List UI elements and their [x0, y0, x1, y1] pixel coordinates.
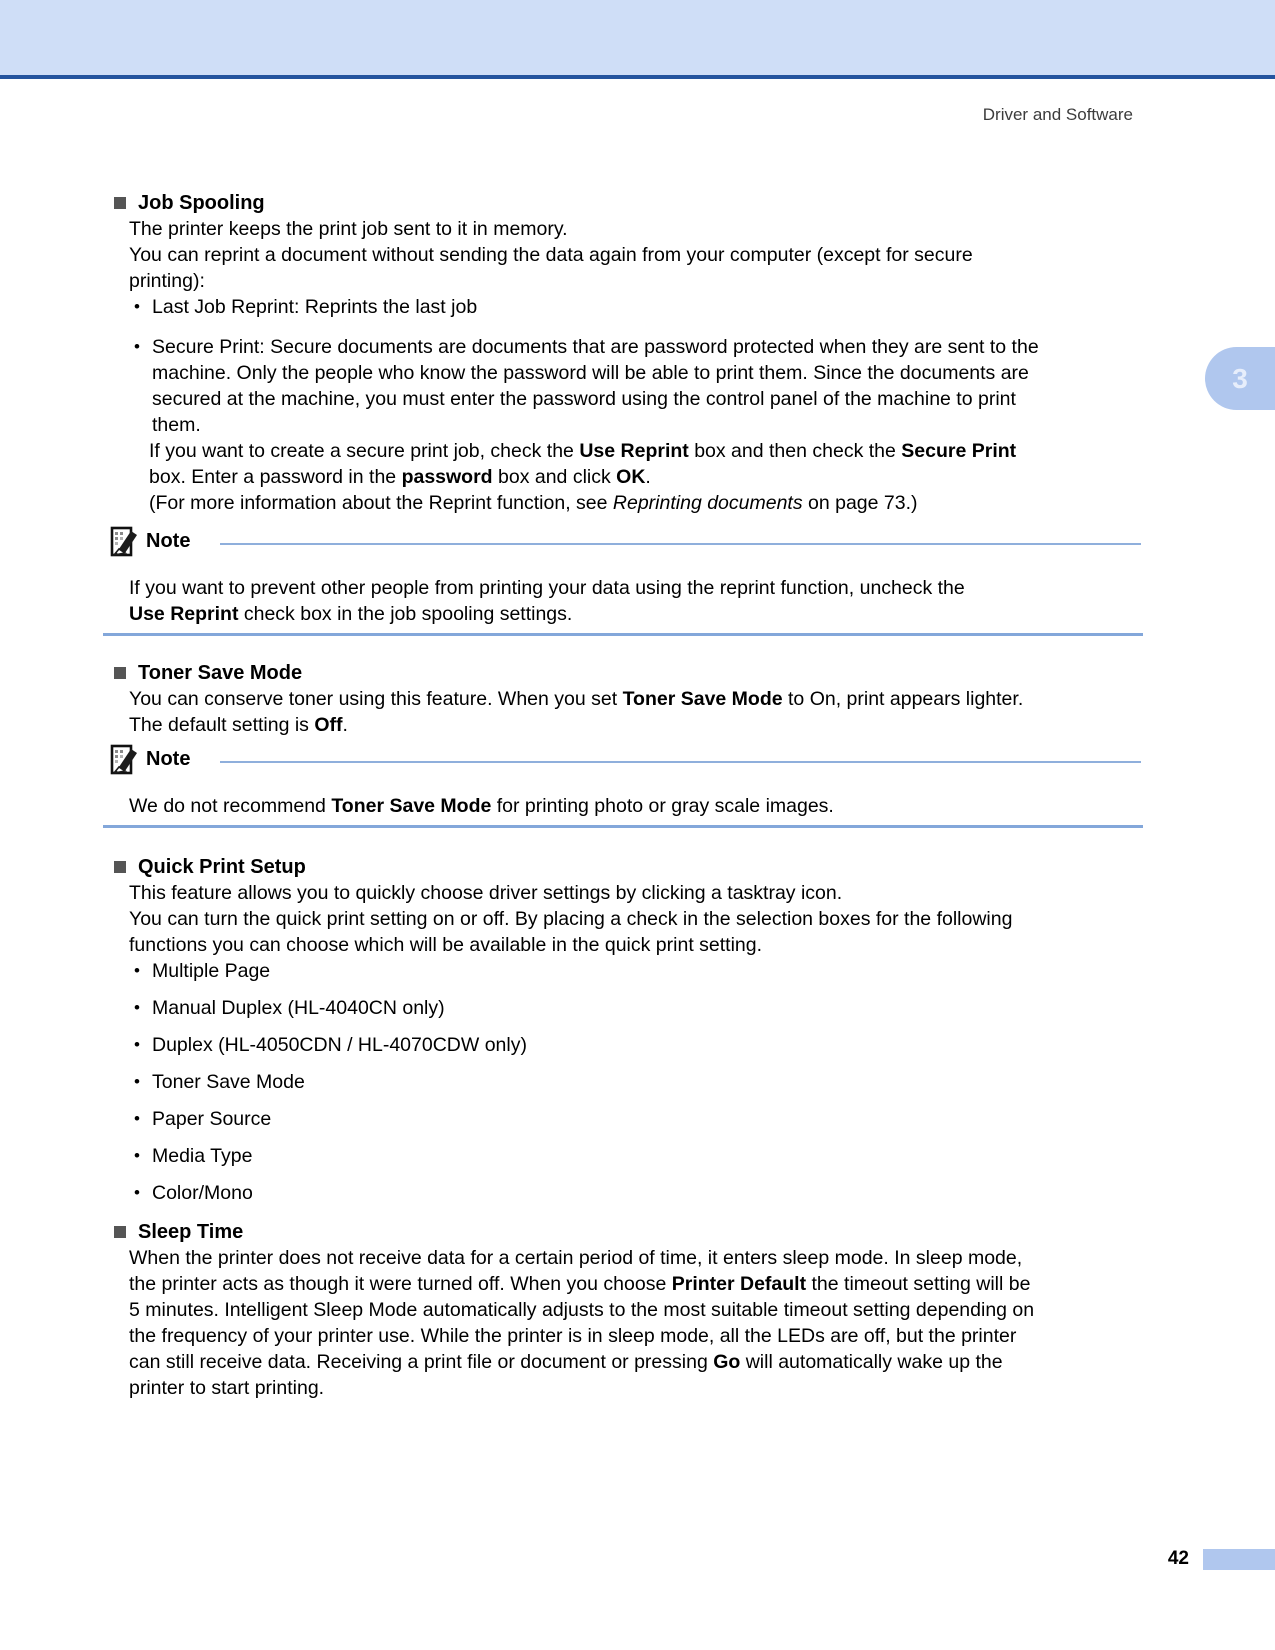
- job-spooling-list: [103, 294, 1143, 438]
- chapter-tab: [1205, 347, 1275, 410]
- square-bullet-icon: [114, 861, 126, 873]
- square-bullet-icon: [114, 667, 126, 679]
- section-title: Job Spooling: [138, 192, 265, 214]
- note-pencil-icon: [110, 524, 138, 558]
- section-heading-toner-save: [103, 660, 1143, 686]
- note-rule-line: [220, 761, 1141, 763]
- square-bullet-icon: [114, 1226, 126, 1238]
- section-title: Toner Save Mode: [138, 662, 303, 684]
- list-item: • Manual Duplex (HL-4040CN only): [134, 995, 1143, 1021]
- list-item: • Media Type: [134, 1143, 1143, 1169]
- chapter-number: 3: [1232, 362, 1248, 394]
- section-title: Quick Print Setup: [138, 856, 306, 878]
- note-text: If you want to prevent other people from printing your data using the reprint function, uncheck the Use Reprint check box in the job spooling settings.: [129, 577, 965, 625]
- list-item: • Color/Mono: [134, 1180, 1143, 1206]
- list-item: • Last Job Reprint: Reprints the last job: [134, 294, 1143, 320]
- paragraph: You can turn the quick print setting on or off. By placing a check in the selection boxes for the following functions you can choose which will be available in the quick print setting.: [129, 908, 1013, 956]
- note-rule-line: [220, 543, 1141, 545]
- note-closing-line: [103, 633, 1143, 636]
- paragraph: You can conserve toner using this feature. When you set Toner Save Mode to On, print appears lighter. The default setting is Off.: [129, 688, 1024, 736]
- note-closing-line: [103, 825, 1143, 828]
- list-item: • Secure Print: Secure documents are documents that are password protected when they are sent to the machine. Only the people who know the password will be able to print them. Since the documents are secured at the machine, you must enter the password using the control panel of the machine to print them.: [134, 334, 1143, 438]
- section-heading-sleep-time: [103, 1219, 1143, 1245]
- paragraph: When the printer does not receive data for a certain period of time, it enters sleep mode. In sleep mode, the printer acts as though it were turned off. When you choose Printer Default the timeout setting will be 5 minutes. Intelligent Sleep Mode automatically adjusts to the most suitable timeout setting depending on the frequency of your printer use. While the printer is in sleep mode, all the LEDs are off, but the printer can still receive data. Receiving a print file or document or pressing Go will automatically wake up the printer to start printing.: [129, 1247, 1035, 1399]
- top-banner: [0, 0, 1275, 79]
- footer-accent-bar: [1203, 1549, 1275, 1570]
- section-heading-job-spooling: [103, 190, 1143, 216]
- section-title: Sleep Time: [138, 1221, 244, 1243]
- paragraph: If you want to create a secure print job, check the Use Reprint box and then check the Secure Print box. Enter a password in the password box and click OK. (For more information about the Reprint function, see Reprinting documents on page 73.): [149, 440, 1017, 514]
- paragraph: You can reprint a document without sending the data again from your computer (except for secure printing):: [129, 244, 973, 292]
- note-label: Note: [146, 747, 191, 770]
- quick-print-list: [103, 958, 1143, 1206]
- page-number: 42: [1167, 1548, 1189, 1569]
- note-label: Note: [146, 529, 191, 552]
- note-text: We do not recommend Toner Save Mode for printing photo or gray scale images.: [129, 795, 834, 817]
- square-bullet-icon: [114, 197, 126, 209]
- paragraph: This feature allows you to quickly choose driver settings by clicking a tasktray icon.: [129, 882, 843, 904]
- list-item: • Multiple Page: [134, 958, 1143, 984]
- list-item: • Toner Save Mode: [134, 1069, 1143, 1095]
- paragraph: The printer keeps the print job sent to it in memory.: [129, 218, 568, 240]
- note-block: [103, 524, 1143, 636]
- list-item: • Duplex (HL-4050CDN / HL-4070CDW only): [134, 1032, 1143, 1058]
- page-footer: [1168, 1546, 1275, 1572]
- page-content: [0, 125, 1243, 1401]
- note-header: [103, 742, 1143, 776]
- note-pencil-icon: [110, 742, 138, 776]
- note-header: [103, 524, 1143, 558]
- note-block: [103, 742, 1143, 828]
- list-item: • Paper Source: [134, 1106, 1143, 1132]
- running-head: Driver and Software: [982, 105, 1133, 124]
- section-heading-quick-print: [103, 854, 1143, 880]
